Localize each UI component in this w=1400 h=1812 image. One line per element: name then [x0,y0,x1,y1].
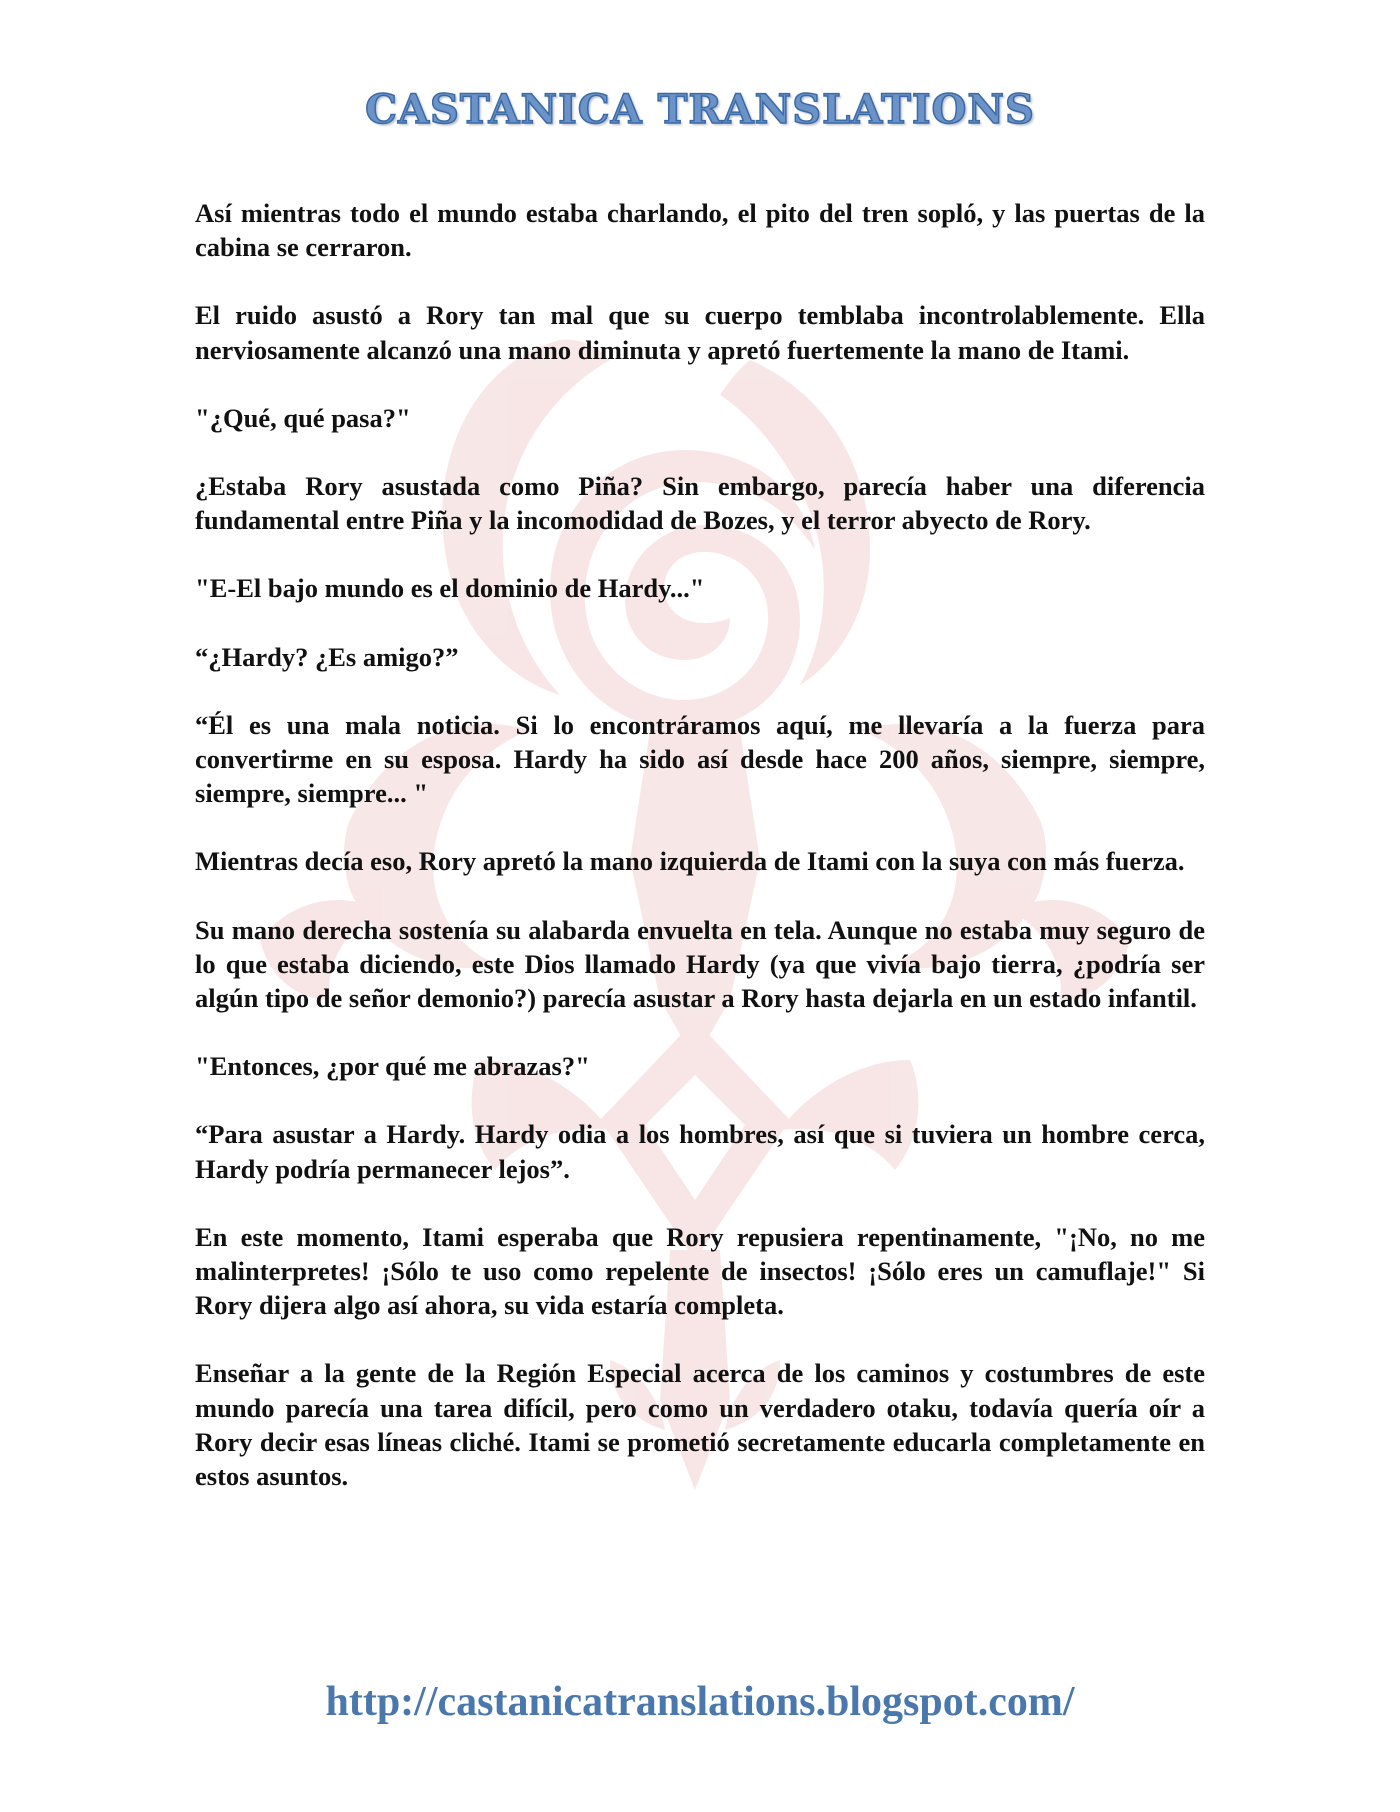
paragraph: "¿Qué, qué pasa?" [195,402,411,433]
blog-url-link[interactable]: http://castanicatranslations.blogspot.com/ [325,1679,1075,1725]
paragraph: "E-El bajo mundo es el dominio de Hardy..." [195,573,705,604]
paragraph: Enseñar a la gente de la Región Especial acerca de los caminos y costumbres de este mundo parecía una tarea difícil, pero como un verdadero otaku, todavía quería oír a Rory decir esas líneas cliché. Itami se prometió secretamente educarla completamente en estos asuntos. [195,1358,1205,1492]
paragraph: ¿Estaba Rory asustada como Piña? Sin embargo, parecía haber una diferencia fundamental entre Piña y la incomodidad de Bozes, y el terror abyecto de Rory. [195,471,1205,536]
paragraph: Así mientras todo el mundo estaba charlando, el pito del tren sopló, y las puertas de la cabina se cerraron. [195,198,1205,263]
paragraph: El ruido asustó a Rory tan mal que su cuerpo temblaba incontrolablemente. Ella nerviosamente alcanzó una mano diminuta y apretó fuertemente la mano de Itami. [195,300,1205,365]
paragraph: “¿Hardy? ¿Es amigo?” [195,641,459,672]
chapter-text [195,196,1205,1527]
paragraph: Su mano derecha sostenía su alabarda envuelta en tela. Aunque no estaba muy seguro de lo que estaba diciendo, este Dios llamado Hardy (ya que vivía bajo tierra, ¿podría ser algún tipo de señor demonio?) parecía asustar a Rory hasta dejarla en un estado infantil. [195,914,1205,1014]
paragraph: "Entonces, ¿por qué me abrazas?" [195,1051,590,1082]
paragraph: “Para asustar a Hardy. Hardy odia a los hombres, así que si tuviera un hombre cerca, Hardy podría permanecer lejos”. [195,1119,1205,1184]
paragraph: Mientras decía eso, Rory apretó la mano izquierda de Itami con la suya con más fuerza. [195,846,1185,877]
paragraph: “Él es una mala noticia. Si lo encontráramos aquí, me llevaría a la fuerza para convertirme en su esposa. Hardy ha sido así desde hace 200 años, siempre, siempre, siempre, siempre... " [195,709,1205,809]
site-title: CASTANICA TRANSLATIONS [365,86,1035,133]
paragraph: En este momento, Itami esperaba que Rory repusiera repentinamente, "¡No, no me malinterpretes! ¡Sólo te uso como repelente de insectos! ¡Sólo eres un camuflaje!" Si Rory dijera algo así ahora, su vida estaría completa. [195,1221,1205,1321]
page-footer [0,1678,1400,1726]
page-header [0,86,1400,133]
